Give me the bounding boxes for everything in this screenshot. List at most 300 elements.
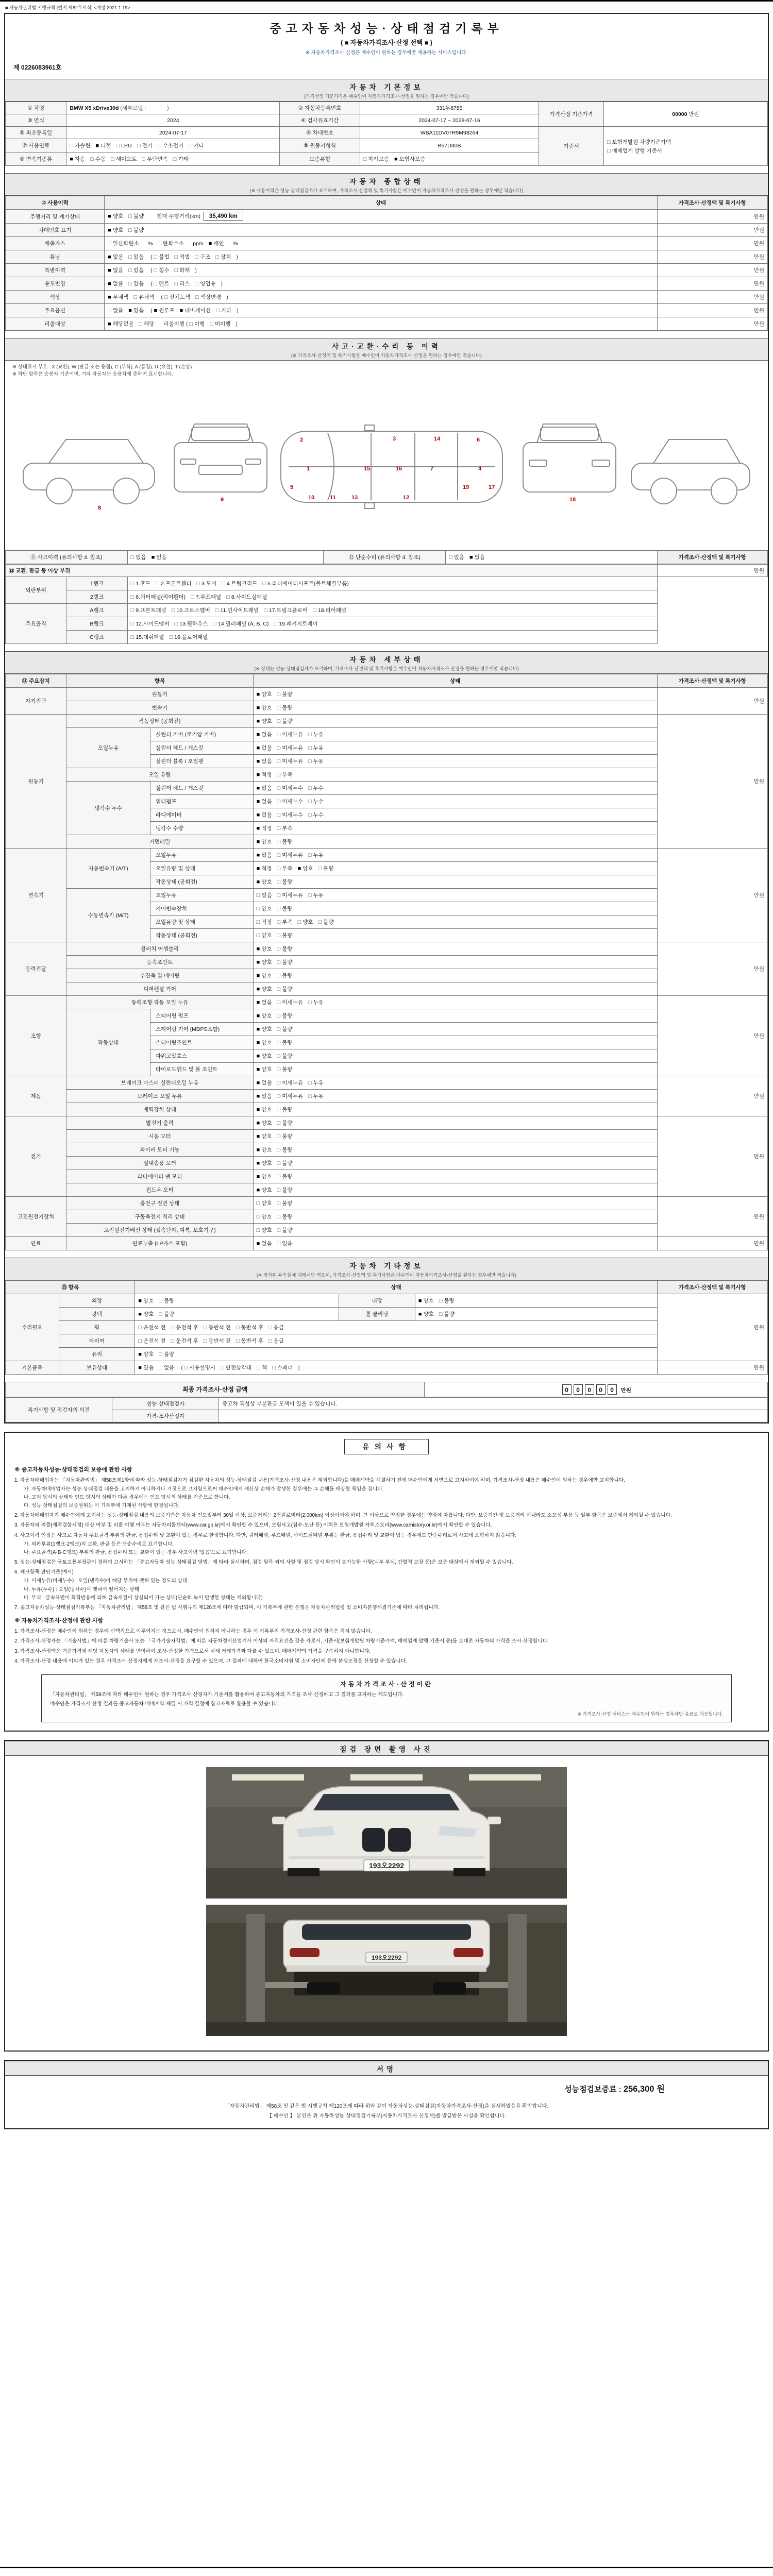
checkbox-option[interactable]	[175, 620, 208, 628]
checkbox-option[interactable]	[257, 1025, 272, 1033]
checkbox-option[interactable]	[171, 1337, 198, 1345]
checkbox-option[interactable]	[257, 1199, 272, 1207]
checkbox-option[interactable]	[128, 266, 144, 274]
checkbox-option[interactable]	[189, 320, 205, 328]
checkbox-option[interactable]	[607, 138, 764, 146]
checkbox-option[interactable]	[277, 717, 293, 725]
checkbox-option[interactable]	[164, 293, 190, 301]
checkbox-checked-icon: ■	[179, 308, 183, 314]
checkbox-option[interactable]	[159, 1350, 174, 1358]
checkbox-icon: □	[108, 308, 111, 314]
checkbox-option[interactable]	[257, 878, 272, 886]
checkbox-option[interactable]	[268, 1337, 284, 1345]
checkbox-label: 미세누유	[282, 744, 303, 751]
checkbox-option[interactable]	[277, 918, 293, 926]
checkbox-option[interactable]	[277, 731, 303, 738]
summary-table	[5, 196, 768, 331]
checkbox-option[interactable]	[131, 633, 164, 641]
checkbox-option[interactable]	[128, 226, 144, 234]
device-label: 변속기	[6, 848, 66, 942]
checkbox-option[interactable]	[174, 253, 190, 261]
checkbox-label: 불량	[282, 972, 293, 979]
checkbox-checked-icon: ■	[256, 825, 260, 832]
checkbox-label: 3.도어	[201, 580, 217, 587]
checkbox-option[interactable]	[156, 580, 191, 587]
checkbox-icon: □	[308, 798, 312, 805]
detail-row	[6, 1210, 768, 1223]
checkbox-option[interactable]	[131, 580, 151, 587]
summary-item-label: 용도변경	[6, 277, 105, 291]
checkbox-option[interactable]	[195, 293, 221, 301]
checkbox-label: 적정	[261, 919, 272, 925]
checkbox-label: 있음	[133, 267, 144, 274]
checkbox-option[interactable]	[277, 1199, 293, 1207]
checkbox-icon: □	[257, 1364, 261, 1371]
checkbox-checked-icon: ■	[256, 1039, 260, 1046]
checkbox-option[interactable]	[257, 757, 272, 765]
detail-state-cell	[253, 1049, 657, 1062]
checkbox-option[interactable]	[111, 155, 137, 163]
checkbox-option[interactable]	[257, 1106, 272, 1113]
checkbox-option[interactable]	[277, 690, 293, 698]
price-cell: 만원	[657, 250, 767, 264]
checkbox-option[interactable]	[257, 784, 272, 792]
checkbox-option[interactable]	[262, 580, 348, 587]
checkbox-option[interactable]	[195, 280, 215, 287]
checkbox-option[interactable]	[158, 142, 183, 149]
checkbox-option[interactable]	[264, 606, 308, 614]
exchange-rank-row	[6, 617, 768, 630]
detail-subitem-label: 실린더 헤드 / 개스킷	[150, 781, 254, 794]
checkbox-icon: □	[308, 758, 312, 765]
checkbox-label: 부족	[282, 865, 293, 872]
checkbox-label: 누유	[313, 1079, 324, 1086]
span-element: (	[149, 281, 154, 287]
checkbox-option[interactable]	[277, 811, 303, 819]
checkbox-option[interactable]	[257, 905, 272, 912]
checkbox-option[interactable]	[277, 945, 293, 953]
checkbox-option[interactable]	[257, 985, 272, 993]
checkbox-option[interactable]	[108, 307, 123, 314]
checkbox-option[interactable]	[257, 717, 272, 725]
checkbox-option[interactable]	[277, 757, 303, 765]
checkbox-option[interactable]	[308, 1079, 324, 1087]
section-header-detail	[5, 651, 768, 674]
checkbox-option[interactable]	[308, 798, 324, 805]
checkbox-option[interactable]	[138, 1337, 165, 1345]
detail-row	[6, 1170, 768, 1183]
checkbox-label: 10.크로스멤버	[176, 607, 210, 614]
price-cell: 만원	[657, 304, 767, 317]
checkbox-option[interactable]	[257, 1092, 272, 1100]
checkbox-option[interactable]	[257, 1146, 272, 1154]
checkbox-checked-icon: ■	[128, 308, 132, 314]
checkbox-label: 없음	[164, 1364, 175, 1371]
checkbox-checked-icon: ■	[256, 1079, 260, 1086]
checkbox-option[interactable]	[277, 1012, 293, 1020]
car-name: BMW X5 xDrive30d	[70, 105, 119, 111]
checkbox-checked-icon: ■	[256, 999, 260, 1006]
diagram-part-number: 11	[330, 494, 336, 501]
other-group-label: 수리필요	[6, 1294, 59, 1361]
checkbox-option[interactable]	[277, 704, 293, 711]
checkbox-option[interactable]	[277, 1132, 293, 1140]
checkbox-option[interactable]	[128, 212, 144, 220]
checkbox-option[interactable]	[277, 1213, 293, 1221]
opinion-row	[6, 1410, 768, 1422]
checkbox-option[interactable]	[308, 757, 324, 765]
section-title: 자동차 기타정보	[349, 1262, 424, 1270]
checkbox-option[interactable]	[277, 958, 293, 966]
checkbox-option[interactable]	[277, 878, 293, 886]
checkbox-option[interactable]	[159, 1297, 174, 1304]
checkbox-option[interactable]	[257, 798, 272, 805]
checkbox-option[interactable]	[308, 998, 324, 1006]
checkbox-option[interactable]	[184, 1364, 215, 1371]
checkbox-option[interactable]	[133, 293, 154, 301]
other-state-cell	[135, 1294, 339, 1307]
checkbox-option[interactable]	[257, 958, 272, 966]
checkbox-option[interactable]	[318, 865, 334, 872]
checkbox-option[interactable]	[108, 320, 133, 328]
path-element	[49, 439, 143, 463]
checkbox-option[interactable]	[138, 1297, 154, 1304]
checkbox-option[interactable]	[277, 1226, 293, 1234]
detail-subitem-label: 오일누유	[150, 888, 254, 902]
checkbox-icon: □	[277, 945, 281, 952]
checkbox-option[interactable]	[204, 1324, 231, 1331]
checkbox-icon: □	[116, 143, 120, 149]
checkbox-option[interactable]	[138, 1350, 154, 1358]
checkbox-option[interactable]	[277, 1052, 293, 1060]
opinion-row	[6, 1397, 768, 1410]
price-cell: 만원	[657, 1236, 767, 1250]
checkbox-option[interactable]	[159, 1310, 174, 1318]
checkbox-option[interactable]	[180, 307, 211, 314]
checkbox-option[interactable]	[116, 143, 132, 149]
checkbox-option[interactable]	[159, 1364, 174, 1371]
checkbox-option[interactable]	[277, 1186, 293, 1194]
checkbox-option[interactable]	[308, 1092, 324, 1100]
checkbox-option[interactable]	[70, 142, 90, 149]
checkbox-option[interactable]	[257, 811, 272, 819]
checkbox-option[interactable]	[154, 307, 175, 314]
checkbox-option[interactable]	[257, 704, 272, 711]
checkbox-option[interactable]	[257, 865, 272, 872]
checkbox-option[interactable]	[449, 553, 464, 561]
signature-statement-2: 【 매수인 】 본인은 위 자동차성능·상태점검기록부(자동차가격조사·산정서)를 발급받은 사실을 확인합니다.	[266, 2113, 507, 2120]
checkbox-option[interactable]	[131, 606, 166, 614]
checkbox-option[interactable]	[131, 593, 186, 601]
checkbox-option[interactable]	[298, 918, 313, 926]
checkbox-option[interactable]	[257, 1065, 272, 1073]
checkbox-option[interactable]	[95, 142, 111, 149]
notice-title: 유의사항	[344, 1439, 429, 1454]
price-cell: 만원	[657, 1076, 767, 1116]
checkbox-option[interactable]	[257, 891, 272, 899]
document-title: 중고자동차성능·상태점검기록부	[270, 22, 503, 35]
checkbox-option[interactable]	[196, 580, 216, 587]
checkbox-option[interactable]	[257, 1012, 272, 1020]
checkbox-option[interactable]	[226, 593, 267, 601]
checkbox-option[interactable]	[195, 253, 210, 261]
detail-item-label: 작동상태 (공회전)	[66, 714, 253, 727]
diagram-part-number: 10	[308, 494, 315, 501]
checkbox-icon: □	[226, 594, 230, 600]
checkbox-option[interactable]	[108, 226, 123, 234]
checkbox-option[interactable]	[308, 784, 324, 792]
checkbox-option[interactable]	[204, 1337, 231, 1345]
checkbox-option[interactable]	[257, 931, 272, 939]
checkbox-option[interactable]	[257, 998, 272, 1006]
checkbox-option[interactable]	[213, 620, 268, 628]
checkbox-icon: □	[277, 1173, 281, 1180]
checkbox-option[interactable]	[274, 620, 317, 628]
checkbox-option[interactable]	[210, 320, 230, 328]
checkbox-icon: □	[173, 156, 177, 162]
checkbox-option[interactable]	[209, 240, 238, 247]
checkbox-option[interactable]	[272, 1364, 293, 1371]
checkbox-option[interactable]	[277, 1106, 293, 1113]
checkbox-option[interactable]	[108, 293, 128, 301]
checkbox-option[interactable]	[257, 1173, 272, 1180]
diagram-part-number: 18	[569, 496, 576, 503]
checkbox-option[interactable]	[139, 320, 155, 328]
checkbox-option[interactable]	[298, 865, 313, 872]
checkbox-option[interactable]	[277, 1146, 293, 1154]
checkbox-option[interactable]	[277, 905, 293, 912]
checkbox-option[interactable]	[277, 824, 293, 832]
checkbox-option[interactable]	[137, 142, 153, 149]
price-cell: 만원	[657, 277, 767, 291]
checkbox-option[interactable]	[108, 266, 123, 274]
opinion-text	[219, 1410, 768, 1422]
other-table-body	[6, 1294, 768, 1374]
checkbox-option[interactable]	[277, 1092, 303, 1100]
checkbox-option[interactable]	[277, 1039, 293, 1046]
checkbox-option[interactable]	[277, 931, 293, 939]
checkbox-option[interactable]	[439, 1297, 455, 1304]
checkbox-option[interactable]	[257, 744, 272, 752]
checkbox-option[interactable]	[308, 731, 324, 738]
rect-element	[199, 465, 242, 474]
checkbox-option[interactable]	[108, 240, 153, 247]
checkbox-option[interactable]	[318, 918, 334, 926]
checkbox-checked-icon: ■	[108, 281, 111, 287]
checkbox-option[interactable]	[277, 1119, 293, 1127]
checkbox-option[interactable]	[128, 280, 144, 287]
checkbox-option[interactable]	[363, 155, 389, 163]
checkbox-option[interactable]	[277, 985, 293, 993]
checkbox-option[interactable]	[138, 1364, 154, 1371]
checkbox-option[interactable]	[439, 1310, 455, 1318]
checkbox-option[interactable]	[172, 606, 210, 614]
checkbox-option[interactable]	[90, 155, 106, 163]
checkbox-option[interactable]	[189, 142, 204, 149]
checkbox-option[interactable]	[257, 1052, 272, 1060]
table-header-row	[6, 1280, 768, 1294]
checkbox-option[interactable]	[308, 891, 324, 899]
checkbox-option[interactable]	[215, 606, 259, 614]
checkbox-icon: □	[154, 254, 158, 260]
summary-state-cell	[105, 250, 657, 264]
checkbox-option[interactable]	[108, 212, 123, 220]
other-state-cell	[135, 1320, 657, 1334]
checkbox-option[interactable]	[257, 771, 272, 778]
checkbox-label: 불량	[282, 1039, 293, 1046]
checkbox-option[interactable]	[173, 155, 189, 163]
checkbox-option[interactable]	[131, 553, 146, 561]
exchange-parts-body	[6, 577, 768, 643]
checkbox-option[interactable]	[154, 253, 170, 261]
section-header-signature	[5, 2061, 768, 2076]
section-subtitle: (※ 장착된 부속품에 대해서만 적으며, 가격조사·산정액 및 특기사항은 매수인이 자동차가격조사·산정을 원하는 경우에만 적습니다)	[256, 1272, 517, 1278]
checkbox-option[interactable]	[257, 690, 272, 698]
checkbox-option[interactable]	[257, 851, 272, 859]
checkbox-option[interactable]	[277, 998, 303, 1006]
checkbox-option[interactable]	[257, 1364, 267, 1371]
checkbox-option[interactable]	[257, 1039, 272, 1046]
checkbox-option[interactable]	[128, 307, 144, 314]
checkbox-icon: □	[277, 1227, 281, 1233]
checkbox-option[interactable]	[257, 1119, 272, 1127]
checkbox-option[interactable]	[277, 771, 293, 778]
table-row	[6, 564, 768, 577]
checkbox-option[interactable]	[257, 945, 272, 953]
checkbox-option[interactable]	[277, 1065, 293, 1073]
checkbox-option[interactable]	[313, 606, 346, 614]
checkbox-option[interactable]	[277, 972, 293, 979]
checkbox-option[interactable]	[174, 266, 190, 274]
detail-state-cell	[253, 821, 657, 835]
checkbox-option[interactable]	[191, 593, 221, 601]
checkbox-option[interactable]	[257, 1132, 272, 1140]
car-rear-window	[302, 1924, 471, 1940]
checkbox-option[interactable]	[171, 1324, 198, 1331]
checkbox-option[interactable]	[108, 253, 123, 261]
checkbox-option[interactable]	[257, 972, 272, 979]
checkbox-icon: □	[313, 607, 316, 614]
checkbox-option[interactable]	[277, 1025, 293, 1033]
checkbox-option[interactable]	[277, 851, 303, 859]
checkbox-option[interactable]	[216, 307, 231, 314]
inspection-photo-underside	[206, 1905, 567, 2036]
checkbox-option[interactable]	[257, 731, 272, 738]
checkbox-icon: □	[256, 1227, 260, 1233]
checkbox-option[interactable]	[394, 155, 425, 163]
checkbox-option[interactable]	[277, 1079, 303, 1087]
car-rear-wheel-right	[433, 1982, 466, 1994]
checkbox-option[interactable]	[277, 838, 293, 845]
diagram-part-number: 17	[489, 484, 495, 490]
checkbox-option[interactable]	[308, 744, 324, 752]
checkbox-option[interactable]	[138, 1310, 154, 1318]
notice-subitem: 나. 고지 당시의 상태와 인도 당시의 상태가 다른 경우에는 인도 당시의 상태를 기준으로 합니다.	[24, 1494, 230, 1500]
checkbox-option[interactable]	[131, 620, 170, 628]
checkbox-option[interactable]	[469, 553, 485, 561]
checkbox-option[interactable]	[268, 1324, 284, 1331]
checkbox-option[interactable]	[257, 824, 272, 832]
detail-state-cell	[253, 768, 657, 781]
checkbox-icon: □	[308, 785, 312, 791]
device-label: 조향	[6, 995, 66, 1076]
checkbox-option[interactable]	[277, 865, 293, 872]
checkbox-option[interactable]	[607, 147, 764, 155]
checkbox-label: 누유	[313, 731, 324, 738]
checkbox-option[interactable]	[277, 1159, 293, 1167]
checkbox-option[interactable]	[277, 784, 303, 792]
other-item-label: 외장	[59, 1294, 135, 1307]
detail-subitem-label: 오일유량 및 상태	[150, 915, 254, 928]
checkbox-label: 적법	[179, 254, 190, 260]
detail-state-cell	[253, 701, 657, 714]
checkbox-option[interactable]	[257, 918, 272, 926]
checkbox-option[interactable]	[257, 1159, 272, 1167]
checkbox-option[interactable]	[277, 1240, 293, 1247]
checkbox-option[interactable]	[308, 851, 324, 859]
vehicle-damage-diagram	[5, 380, 768, 550]
notice-subitem: 다. 부식 : 금속표면이 화학반응에 의해 금속재질이 상실되어 가는 상태(단순히 녹이 발생한 상태는 제외합니다)	[24, 1595, 263, 1601]
checkbox-option[interactable]	[277, 744, 303, 752]
checkbox-option[interactable]	[138, 1324, 165, 1331]
notice-subitem: 가. 외판부위(1랭크·2랭크)의 교환, 판금 등은 단순수리로 표기합니다.	[24, 1541, 174, 1547]
detail-state-cell	[253, 969, 657, 982]
summary-row	[6, 291, 768, 304]
checkbox-icon: □	[171, 607, 175, 614]
rect-element	[592, 460, 610, 466]
checkbox-option[interactable]	[257, 1240, 272, 1247]
checkbox-option[interactable]	[257, 1226, 272, 1234]
checkbox-option[interactable]	[142, 155, 167, 163]
checkbox-option[interactable]	[277, 798, 303, 805]
checkbox-option[interactable]	[154, 280, 170, 287]
checkbox-icon: □	[70, 143, 73, 149]
checkbox-option[interactable]	[236, 1324, 263, 1331]
checkbox-icon: □	[277, 838, 281, 845]
span-element: )	[236, 321, 238, 327]
checkbox-option[interactable]	[154, 266, 170, 274]
checkbox-option[interactable]	[70, 155, 85, 163]
checkbox-option[interactable]	[257, 1213, 272, 1221]
checkbox-option[interactable]	[152, 553, 167, 561]
checkbox-label: 없음	[156, 554, 167, 561]
checkbox-option[interactable]	[236, 1337, 263, 1345]
checkbox-option[interactable]	[215, 253, 231, 261]
checkbox-option[interactable]	[418, 1297, 434, 1304]
checkbox-icon: □	[184, 1364, 188, 1371]
summary-item-label: 튜닝	[6, 250, 105, 264]
checkbox-option[interactable]	[108, 280, 123, 287]
checkbox-option[interactable]	[257, 1079, 272, 1087]
checkbox-option[interactable]	[128, 253, 144, 261]
checkbox-option[interactable]	[308, 811, 324, 819]
checkbox-label: 양호	[261, 1146, 272, 1153]
checkbox-option[interactable]	[257, 838, 272, 845]
checkbox-option[interactable]	[257, 1186, 272, 1194]
checkbox-checked-icon: ■	[138, 1297, 142, 1304]
checkbox-icon: □	[277, 1120, 281, 1126]
checkbox-option[interactable]	[277, 1173, 293, 1180]
checkbox-option[interactable]	[221, 1364, 251, 1371]
checkbox-option[interactable]	[169, 633, 208, 641]
checkbox-option[interactable]	[174, 280, 190, 287]
checkbox-option[interactable]	[418, 1310, 434, 1318]
checkbox-checked-icon: ■	[138, 1351, 142, 1358]
exchange-parts-cell	[127, 590, 657, 603]
checkbox-option[interactable]	[222, 580, 257, 587]
checkbox-option[interactable]	[158, 240, 203, 247]
checkbox-option[interactable]	[277, 891, 303, 899]
